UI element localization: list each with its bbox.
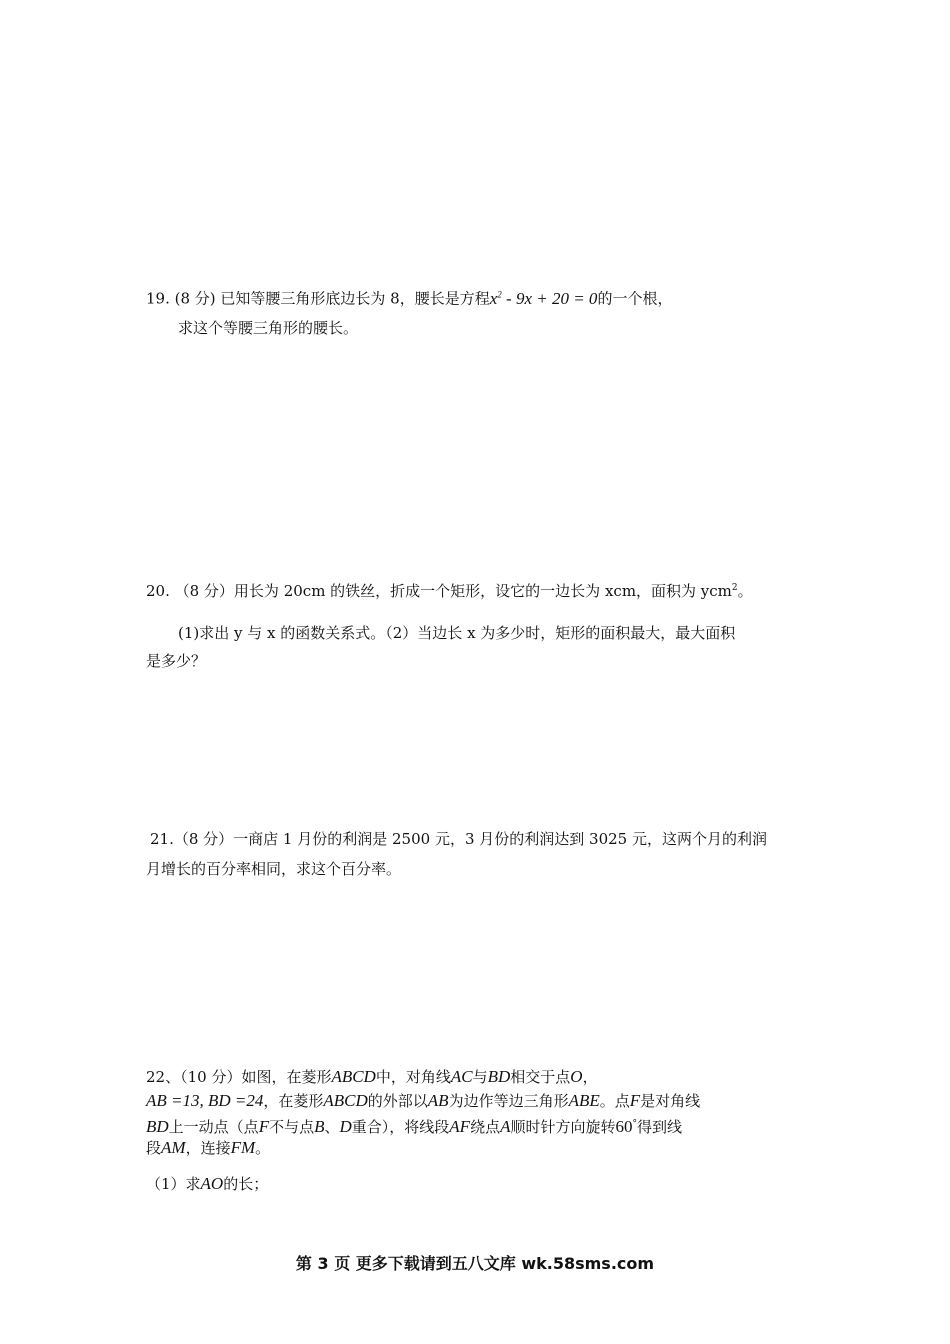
q19-line1: 19. (8 分) 已知等腰三角形底边长为 8，腰长是方程$x^2 - 9x + 20 = 0$的一个根，: [146, 288, 673, 308]
q22-line3: BD上一动点（点F不与点B、D重合），将线段AF绕点A顺时针方向旋转60°得到线: [146, 1117, 683, 1136]
q19-equation: $x^2 - 9x + 20 = 0$: [489, 288, 598, 308]
q22-line5: （1）求AO的长；: [146, 1174, 269, 1193]
q22-line4: 段AM，连接FM。: [146, 1138, 271, 1157]
q22-line2: AB =13, BD =24，在菱形ABCD的外部以AB为边作等边三角形ABE。点F是对角线: [146, 1091, 701, 1110]
q21-line1: 21.（8 分）一商店 1 月份的利润是 2500 元，3 月份的利润达到 3025 元，这两个月的利润: [150, 830, 767, 848]
q20-line3: 是多少？: [146, 652, 207, 670]
q20-line2: (1)求出 y 与 x 的函数关系式。（2）当边长 x 为多少时，矩形的面积最大，最大面积: [178, 624, 736, 642]
q22-line1: 22、（10 分）如图，在菱形ABCD中，对角线AC与BD相交于点O，: [146, 1067, 598, 1086]
page-footer: 第 3 页 更多下载请到五八文库 wk.58sms.com: [295, 1254, 655, 1273]
q20-line1: 20. （8 分）用长为 20cm 的铁丝，折成一个矩形，设它的一边长为 xcm，面积为 ycm$^2$。: [146, 582, 753, 600]
q19-line2: 求这个等腰三角形的腰长。: [178, 319, 359, 337]
q21-line2: 月增长的百分率相同，求这个百分率。: [146, 860, 402, 878]
